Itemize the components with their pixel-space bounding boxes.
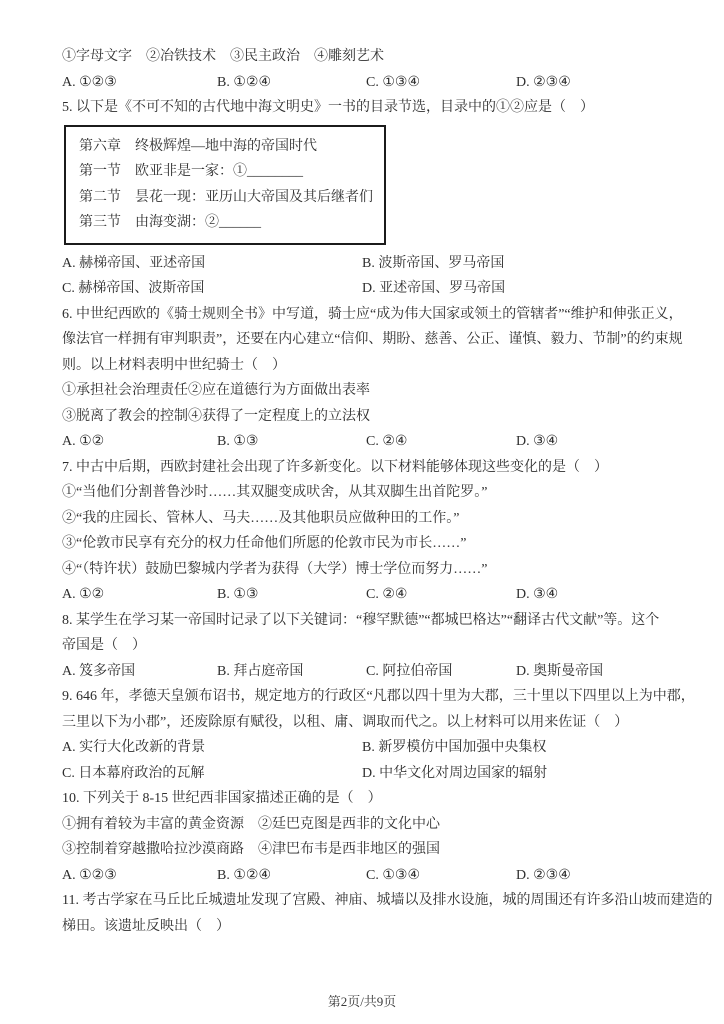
q10-option-c: C. ①③④ [366,867,420,883]
q5-option-a: A. 赫梯帝国、亚述帝国 [62,255,206,271]
q10-option-d: D. ②③④ [516,867,571,883]
q5-stem: 5. 以下是《不可不知的古代地中海文明史》一书的目录节选，目录中的①②应是（ ） [62,100,594,115]
q5-options-row-2 [62,276,674,302]
q7-option-a: A. ①② [62,587,105,602]
q4-option-c: C. ①③④ [366,74,420,90]
page-number-indicator: 第2页/共9页 [327,994,397,1009]
q5-option-b: B. 波斯帝国、罗马帝国 [362,255,505,271]
q9-option-d: D. 中华文化对周边国家的辐射 [362,765,548,781]
q6-option-d: D. ③④ [516,434,559,449]
q4-items-line: ①字母文字 ②冶铁技术 ③民主政治 ④雕刻艺术 [62,49,384,64]
q4-option-b: B. ①②④ [217,74,271,90]
q5-option-d: D. 亚述帝国、罗马帝国 [362,281,506,296]
q7-item-1: ①“当他们分割普鲁沙时……其双腿变成吠舍，从其双脚生出首陀罗。” [62,485,488,500]
q11-stem-line-1: 11. 考古学家在马丘比丘城遗址发现了宫殿、神庙、城墙以及排水设施，城的周围还有许多沿山坡而建造的 [62,893,713,908]
q7-item-4: ④“（特许状）鼓励巴黎城内学者为获得（大学）博士学位而努力……” [62,561,488,577]
q7-stem: 7. 中古中后期，西欧封建社会出现了许多新变化。以下材料能够体现这些变化的是（ ） [62,459,608,475]
q10-stem: 10. 下列关于 8-15 世纪西非国家描述正确的是（ ） [62,791,382,806]
q8-option-b: B. 拜占庭帝国 [217,663,304,679]
q7-option-c: C. ②④ [366,587,408,602]
q10-items-line-1: ①拥有着较为丰富的黄金资源 ②廷巴克图是西非的文化中心 [62,816,440,832]
q10-option-a: A. ①②③ [62,867,117,883]
q6-items-line-2: ③脱离了教会的控制④获得了一定程度上的立法权 [62,408,370,424]
q6-option-b: B. ①③ [217,434,259,449]
q7-option-d: D. ③④ [516,587,559,602]
toc-chapter-line: 第六章 终极辉煌—地中海的帝国时代 [79,138,317,154]
q5-options-row-1 [62,251,674,277]
q4-options-row [62,70,674,96]
q6-options-row [62,429,674,455]
q8-stem-line-2: 帝国是（ ） [62,638,146,653]
q10-items-line-2: ③控制着穿越撒哈拉沙漠商路 ④津巴布韦是西非地区的强国 [62,842,440,857]
q7-option-b: B. ①③ [217,587,259,602]
toc-section1-line: 第一节 欧亚非是一家：①________ [79,164,303,179]
q9-option-b: B. 新罗模仿中国加强中央集权 [362,740,547,755]
q9-stem-line-1: 9. 646 年，孝德天皇颁布诏书，规定地方的行政区“凡郡以四十里为大郡，三十里以下四里以上为中郡， [62,689,695,704]
q4-option-d: D. ②③④ [516,74,571,90]
q7-item-2: ②“我的庄园长、管林人、马夫……及其他职员应做种田的工作。” [62,510,460,526]
q8-stem-line-1: 8. 某学生在学习某一帝国时记录了以下关键词：“穆罕默德”“都城巴格达”“翻译古代文献”等。这个 [62,612,660,628]
q9-stem-line-2: 三里以下为小郡”，还废除原有赋役，以租、庸、调取而代之。以上材料可以用来佐证（ ） [62,714,629,730]
q7-options-row [62,582,674,608]
q8-option-d: D. 奥斯曼帝国 [516,663,604,679]
q6-option-a: A. ①② [62,434,105,449]
q8-option-c: C. 阿拉伯帝国 [366,663,453,679]
q6-stem-line-2: 像法官一样拥有审判职责”，还要在内心建立“信仰、期盼、慈善、公正、谨慎、毅力、节制”的约束规 [62,332,683,347]
q4-option-a: A. ①②③ [62,74,117,90]
q10-option-b: B. ①②④ [217,867,271,883]
q7-item-3: ③“伦敦市民享有充分的权力任命他们所愿的伦敦市民为市长……” [62,536,467,551]
toc-section3-line: 第三节 由海变湖：②______ [79,215,261,230]
toc-section2-line: 第二节 昙花一现：亚历山大帝国及其后继者们 [79,189,373,205]
q6-stem-line-1: 6. 中世纪西欧的《骑士规则全书》中写道，骑士应“成为伟大国家或领土的管辖者”“维护和伸张正义， [62,306,683,322]
q6-items-line-1: ①承担社会治理责任②应在道德行为方面做出表率 [62,383,370,398]
q5-toc-box [64,125,386,245]
q9-options-row-2 [62,761,674,787]
q11-stem-line-2: 梯田。该遗址反映出（ ） [62,918,230,934]
q9-options-row-1 [62,735,674,761]
q8-option-a: A. 笈多帝国 [62,663,136,679]
q10-options-row [62,863,674,889]
q5-option-c: C. 赫梯帝国、波斯帝国 [62,281,205,296]
q9-option-a: A. 实行大化改新的背景 [62,740,206,755]
q6-option-c: C. ②④ [366,434,408,449]
q9-option-c: C. 日本幕府政治的瓦解 [62,765,205,781]
q6-stem-line-3: 则。以上材料表明中世纪骑士（ ） [62,357,286,373]
q8-options-row [62,659,674,685]
